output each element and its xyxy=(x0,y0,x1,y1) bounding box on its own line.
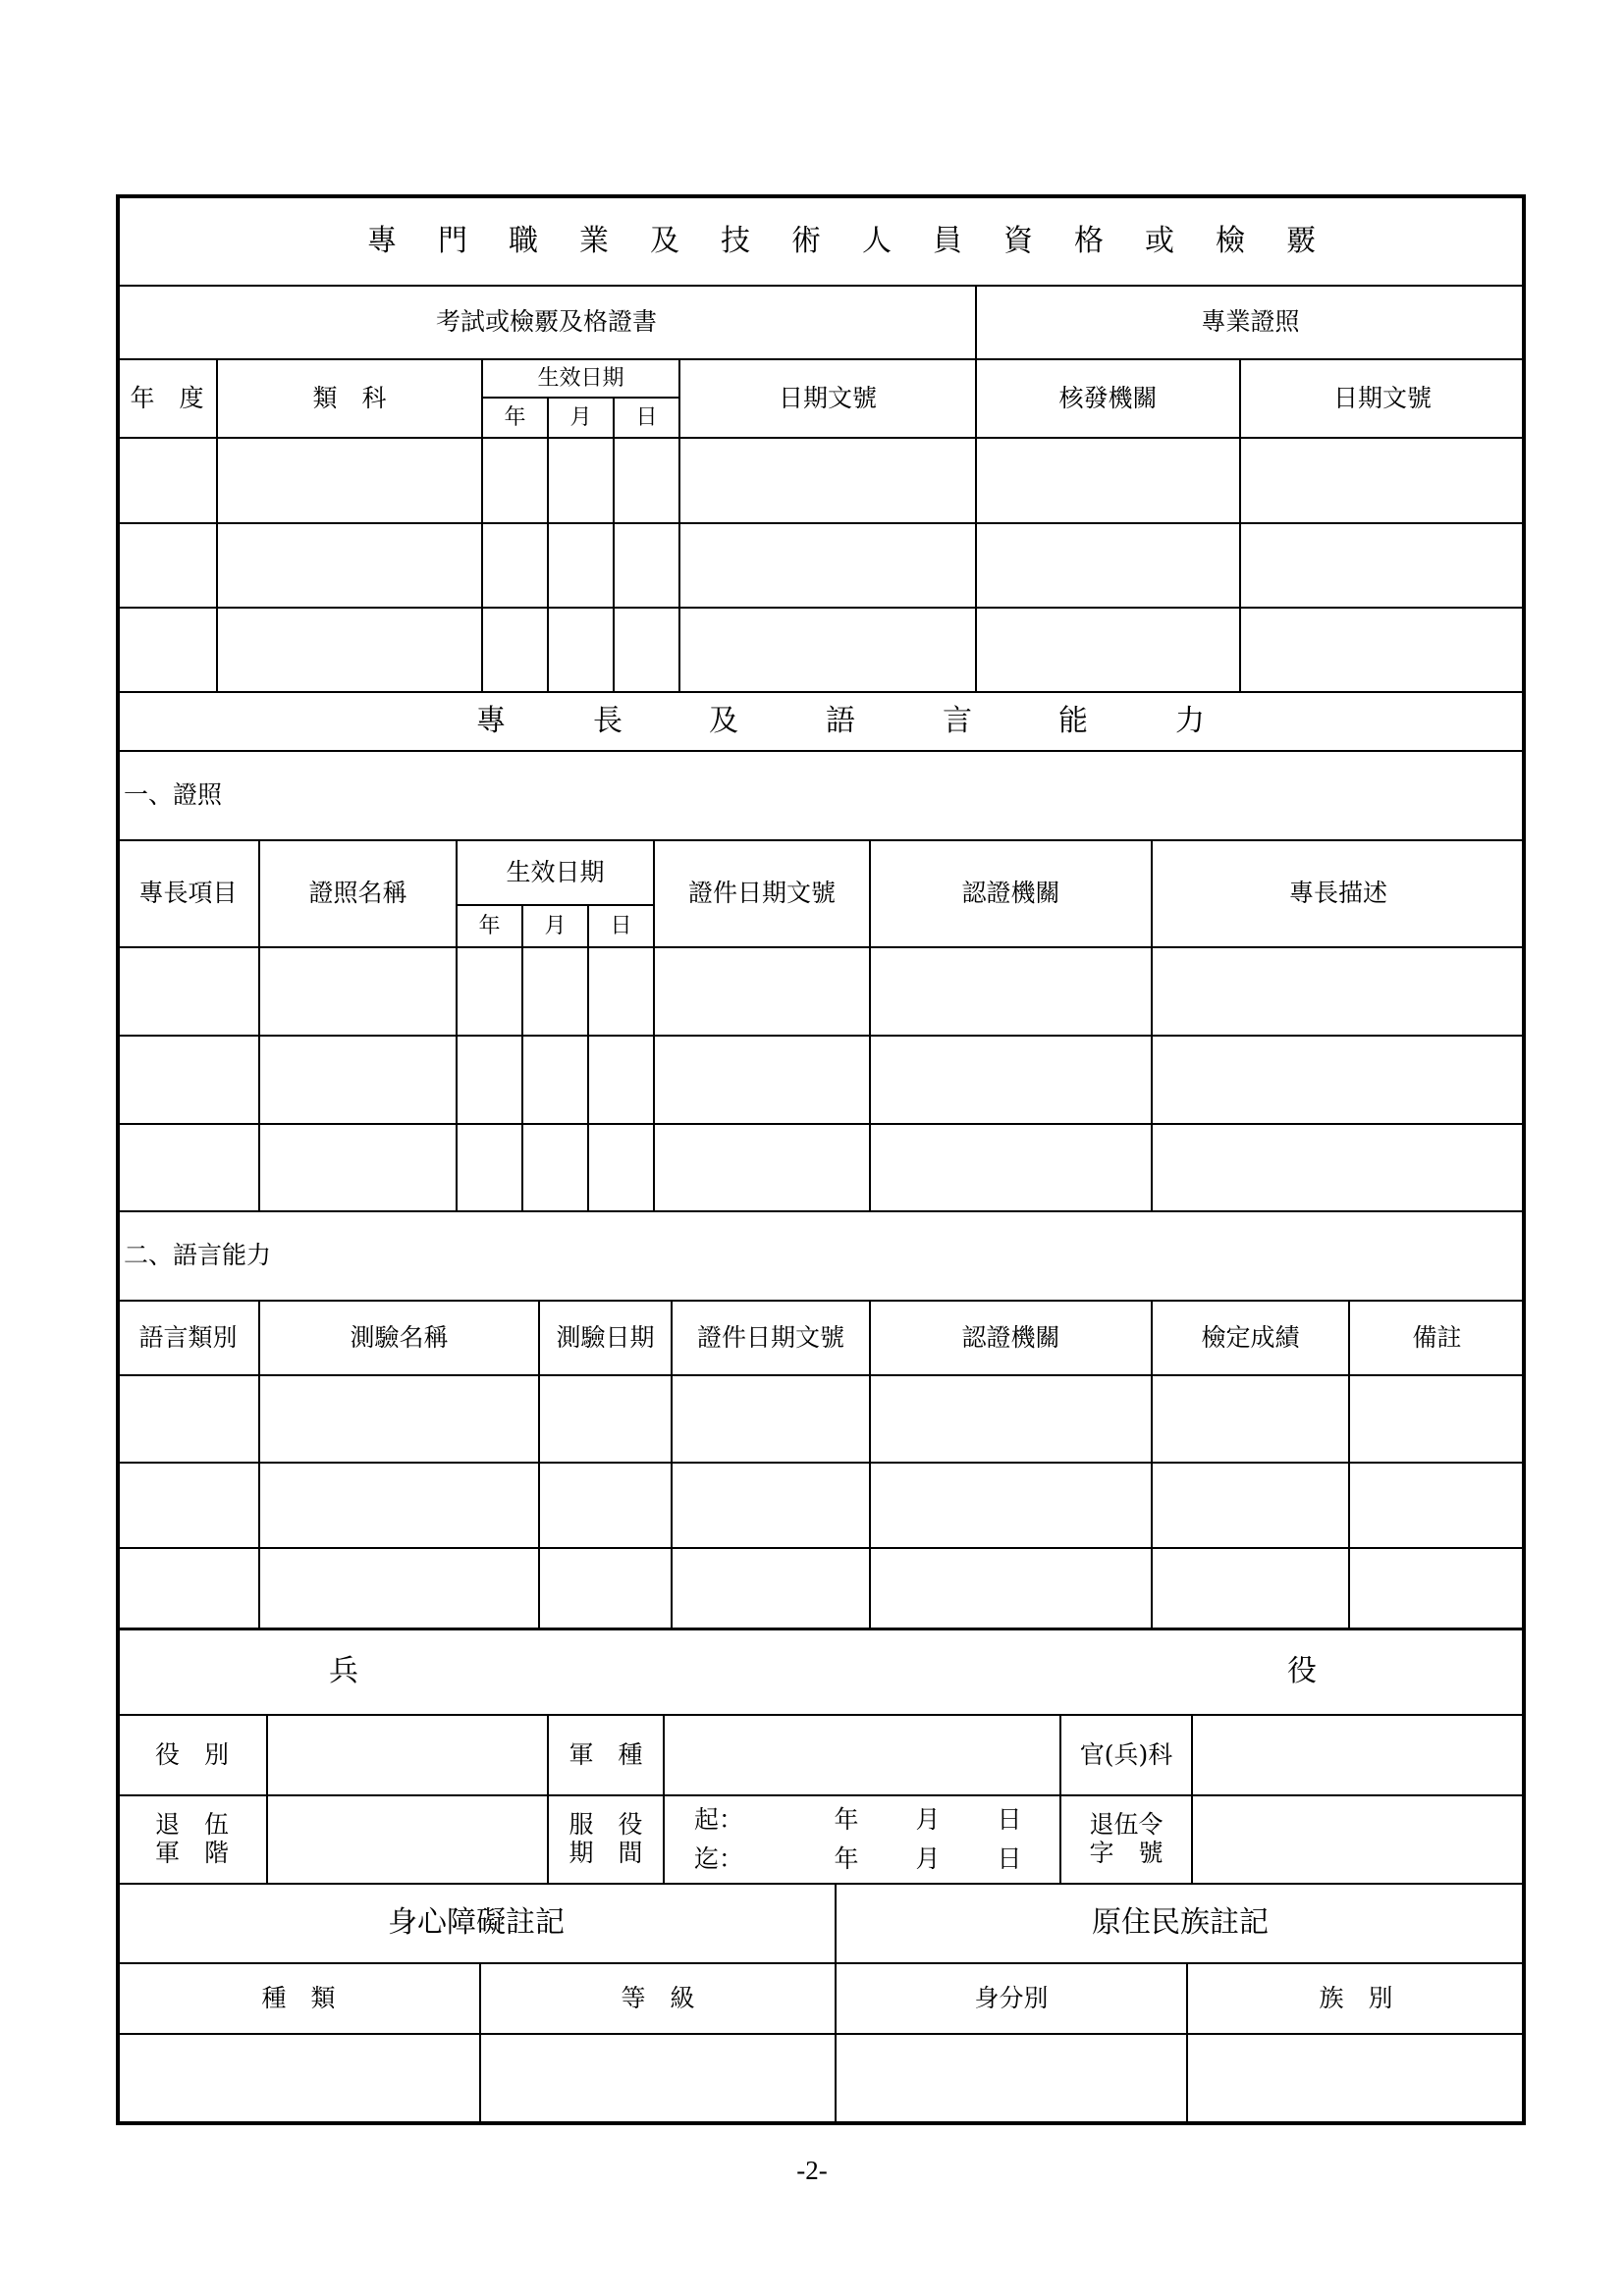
col-eff-day: 日 xyxy=(635,404,658,430)
discharge-order-line2: 字 號 xyxy=(1089,1839,1164,1867)
rank-label xyxy=(118,1796,266,1883)
period-to-day: 日 xyxy=(997,1843,1022,1873)
period-to-month: 月 xyxy=(915,1843,941,1873)
cert-section-label: 一、證照 xyxy=(124,780,223,810)
rank-label-line1: 退 伍 xyxy=(154,1810,229,1840)
col-issuer: 核發機關 xyxy=(1058,383,1158,412)
col-cert-eff-year: 年 xyxy=(478,913,501,938)
col-year: 年 度 xyxy=(130,383,204,412)
military-title-right: 役 xyxy=(1287,1654,1317,1689)
col-indigenous-status: 身分別 xyxy=(974,1983,1049,2012)
military-title-left: 兵 xyxy=(329,1654,358,1689)
col-cert-authority: 認證機關 xyxy=(961,879,1060,908)
col-doc-number-2: 日期文號 xyxy=(1332,383,1432,412)
period-from-year: 年 xyxy=(834,1804,859,1834)
col-eff-year: 年 xyxy=(504,404,526,430)
col-test-date: 測驗日期 xyxy=(556,1322,655,1352)
border-right xyxy=(1522,194,1526,2125)
period-from-day: 日 xyxy=(997,1804,1022,1834)
branch-label: 軍 種 xyxy=(568,1739,643,1769)
exam-cert-header: 考試或檢覈及格證書 xyxy=(435,307,657,337)
col-cert-eff-day: 日 xyxy=(610,913,632,938)
border-bottom xyxy=(116,2121,1526,2125)
period-to-year: 年 xyxy=(834,1843,859,1873)
col-cert-effective-date: 生效日期 xyxy=(506,857,605,886)
col-cert-eff-month: 月 xyxy=(544,913,567,938)
col-cert-doc-number: 證件日期文號 xyxy=(687,879,836,908)
col-doc-number: 日期文號 xyxy=(778,383,877,412)
skills-title-char: 長 xyxy=(593,703,623,738)
skills-title-char: 及 xyxy=(709,703,738,738)
service-type-label: 役 別 xyxy=(154,1739,229,1769)
discharge-order-line1: 退伍令 xyxy=(1089,1810,1164,1840)
language-section-label: 二、語言能力 xyxy=(124,1241,272,1270)
service-period-label xyxy=(549,1796,663,1883)
col-skill-item: 專長項目 xyxy=(138,879,238,908)
col-remark: 備註 xyxy=(1412,1322,1462,1352)
rank-label-line2: 軍 階 xyxy=(154,1839,229,1867)
col-effective-date: 生效日期 xyxy=(537,365,624,391)
specialty-label: 官(兵)科 xyxy=(1079,1739,1173,1769)
license-header: 專業證照 xyxy=(1201,307,1300,337)
col-disability-level: 等 級 xyxy=(621,1983,695,2012)
col-skill-description: 專長描述 xyxy=(1288,879,1387,908)
period-from-label: 起： xyxy=(693,1804,743,1834)
col-category: 類 科 xyxy=(312,383,387,412)
skills-title-char: 專 xyxy=(476,703,506,738)
col-language-type: 語言類別 xyxy=(138,1322,238,1352)
indigenous-title: 原住民族註記 xyxy=(1092,1905,1269,1941)
service-period-dates xyxy=(665,1796,1059,1883)
col-disability-kind: 種 類 xyxy=(261,1983,336,2012)
col-eff-month: 月 xyxy=(569,404,592,430)
skills-title-char: 言 xyxy=(943,703,972,738)
col-indigenous-tribe: 族 別 xyxy=(1319,1983,1393,2012)
disability-title: 身心障礙註記 xyxy=(388,1905,565,1941)
period-to-label: 迄： xyxy=(693,1843,743,1873)
col-lang-authority: 認證機關 xyxy=(961,1322,1060,1352)
skills-title xyxy=(118,693,1524,750)
skills-title-char: 力 xyxy=(1175,703,1205,738)
qualification-title: 專門職業及技術人員資格或檢覈 xyxy=(367,223,1357,258)
service-period-line2: 期 間 xyxy=(568,1839,643,1867)
period-from-month: 月 xyxy=(915,1804,941,1834)
col-lang-doc-number: 證件日期文號 xyxy=(696,1322,844,1352)
skills-title-char: 能 xyxy=(1058,703,1088,738)
service-period-line1: 服 役 xyxy=(568,1810,643,1840)
col-test-name: 測驗名稱 xyxy=(350,1322,449,1352)
discharge-order-label xyxy=(1061,1796,1191,1883)
col-score: 檢定成績 xyxy=(1201,1322,1300,1352)
page-number: -2- xyxy=(796,2156,828,2186)
col-cert-name: 證照名稱 xyxy=(308,879,407,908)
skills-title-char: 語 xyxy=(826,703,855,738)
